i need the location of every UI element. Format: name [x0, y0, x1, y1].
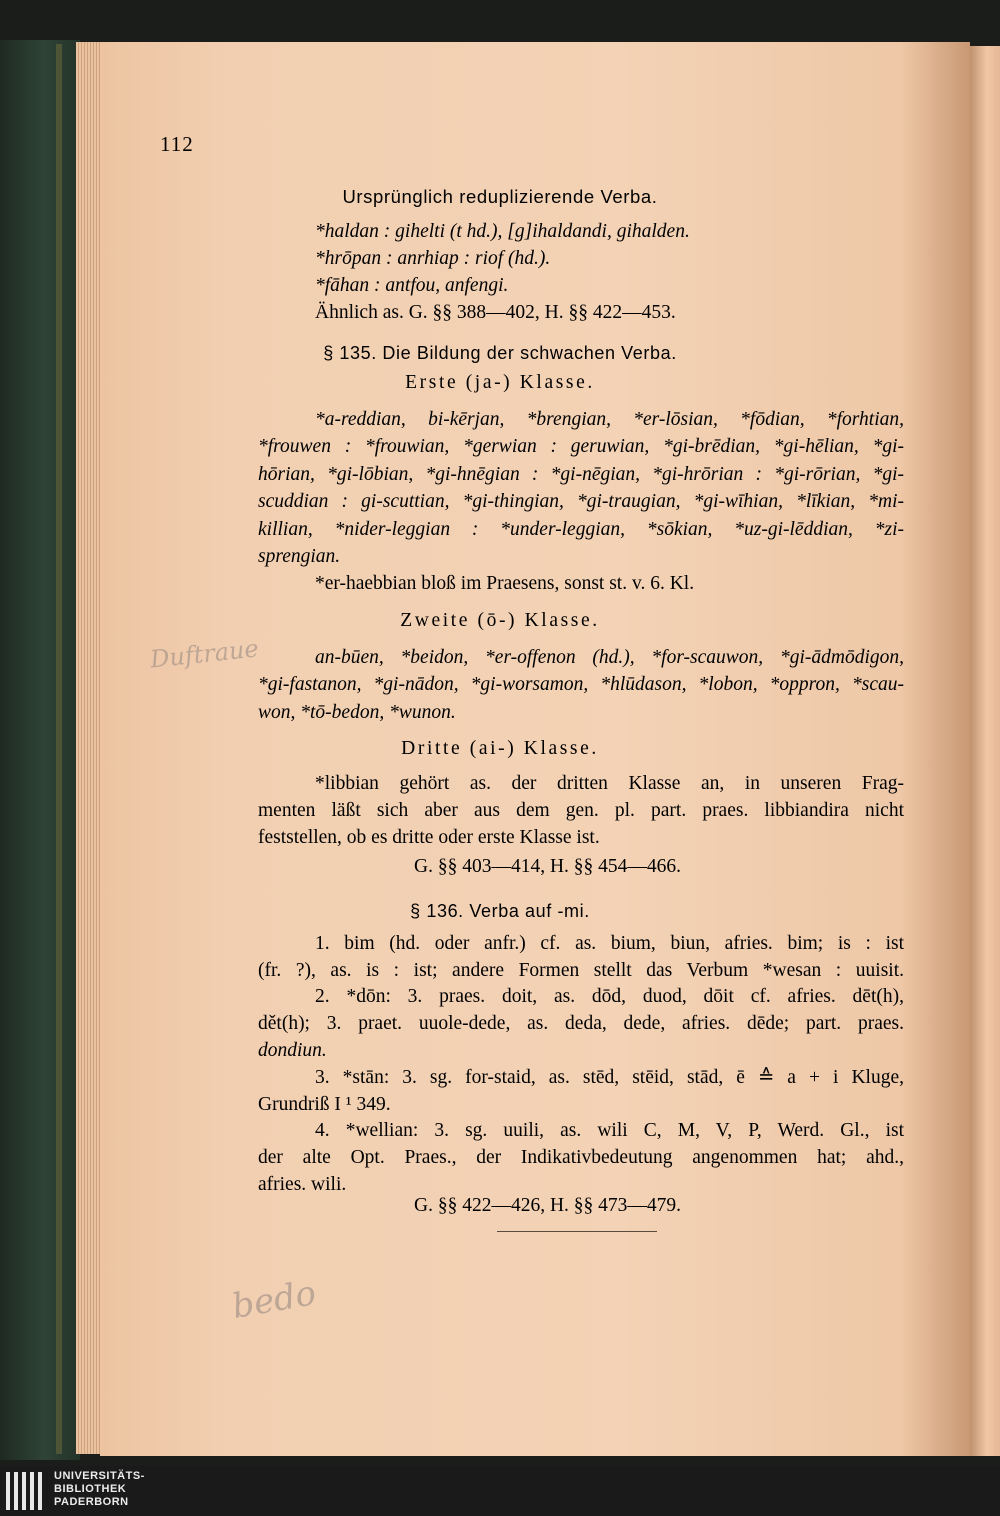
- final-reference: G. §§ 422—426, H. §§ 473—479.: [414, 1195, 682, 1216]
- klasse-1-line-4: scuddian : gi-scuttian, *gi-thingian, *gi-traugian, *gi-wīhian, *līkian, *mi-: [258, 491, 904, 512]
- mi-line-4: dět(h); 3. praet. uuole-dede, as. deda, dede, afries. dēde; part. praes.: [258, 1013, 904, 1034]
- mi-line-6: 3. *stān: 3. sg. for-staid, as. stēd, stēid, stād, ē ≙ a + i Kluge,: [315, 1067, 904, 1088]
- klasse-2-title: Zweite (ō-) Klasse.: [400, 610, 600, 631]
- mi-line-1: 1. bim (hd. oder anfr.) cf. as. bium, biun, afries. bim; is : ist: [315, 933, 904, 954]
- library-footer: [0, 1466, 1000, 1516]
- klasse-3-line-1: *libbian gehört as. der dritten Klasse an, in unseren Frag-: [315, 773, 904, 794]
- library-name-line-1: UNIVERSITÄTS-: [54, 1470, 145, 1482]
- library-name: [54, 1470, 145, 1509]
- mi-line-10: afries. wili.: [258, 1174, 347, 1195]
- mi-line-7: Grundriß I ¹ 349.: [258, 1094, 391, 1115]
- heading-reduplizierende: Ursprünglich reduplizierende Verba.: [342, 186, 658, 207]
- section-136-heading: § 136. Verba auf -mi.: [410, 901, 590, 921]
- redup-line-3: *fāhan : antfou, anfengi.: [315, 275, 509, 296]
- klasse-1-line-6: sprengian.: [258, 546, 341, 567]
- library-logo-icon: [6, 1472, 46, 1510]
- page-number: 112: [160, 132, 194, 156]
- library-name-line-3: PADERBORN: [54, 1496, 129, 1508]
- klasse-2-line-3: won, *tō-bedon, *wunon.: [258, 702, 456, 723]
- klasse-1-line-1: *a-reddian, bi-kērjan, *brengian, *er-lōsian, *fōdian, *forhtian,: [315, 409, 904, 430]
- klasse-2-line-2: *gi-fastanon, *gi-nādon, *gi-worsamon, *hlūdason, *lobon, *oppron, *scau-: [258, 674, 904, 695]
- mi-line-8: 4. *wellian: 3. sg. uuili, as. wili C, M, V, P, Werd. Gl., ist: [315, 1120, 904, 1141]
- klasse-1-extra: *er-haebbian bloß im Praesens, sonst st. v. 6. Kl.: [315, 573, 695, 594]
- klasse-1-line-5: killian, *nider-leggian : *under-leggian, *sōkian, *uz-gi-lēddian, *zi-: [258, 519, 904, 540]
- klasse-3-title: Dritte (ai-) Klasse.: [401, 738, 599, 759]
- mi-line-2: (fr. ?), as. is : ist; andere Formen stellt das Verbum *wesan : uuisit.: [258, 960, 904, 981]
- pencil-bottom-note: bedo: [229, 1272, 319, 1328]
- klasse-1-line-3: hōrian, *gi-lōbian, *gi-hnēgian : *gi-nēgian, *gi-hrōrian : *gi-rōrian, *gi-: [258, 464, 904, 485]
- redup-line-1: *haldan : gihelti (t hd.), [g]ihaldandi, gihalden.: [315, 221, 690, 242]
- redup-line-2: *hrōpan : anrhiap : riof (hd.).: [315, 248, 551, 269]
- mi-line-5: dondiun.: [258, 1040, 327, 1061]
- mi-line-9: der alte Opt. Praes., der Indikativbedeutung angenommen hat; ahd.,: [258, 1147, 904, 1168]
- section-135-heading: § 135. Die Bildung der schwachen Verba.: [323, 343, 677, 363]
- pencil-margin-note: Duftraue: [148, 634, 260, 674]
- klasse-1-title: Erste (ja-) Klasse.: [405, 372, 595, 393]
- library-name-line-2: BIBLIOTHEK: [54, 1483, 127, 1495]
- closing-rule: [497, 1231, 657, 1232]
- klasse-3-line-2: menten läßt sich aber aus dem gen. pl. part. praes. libbiandira nicht: [258, 800, 904, 821]
- klasse-3-reference: G. §§ 403—414, H. §§ 454—466.: [414, 856, 682, 877]
- klasse-2-line-1: an-būen, *beidon, *er-offenon (hd.), *for-scauwon, *gi-ādmōdigon,: [315, 647, 904, 668]
- redup-line-4: Ähnlich as. G. §§ 388—402, H. §§ 422—453.: [315, 302, 676, 323]
- klasse-1-line-2: *frouwen : *frouwian, *gerwian : geruwian, *gi-brēdian, *gi-hēlian, *gi-: [258, 436, 904, 457]
- mi-line-3: 2. *dōn: 3. praes. doit, as. dōd, duod, dōit cf. afries. dēt(h),: [315, 986, 904, 1007]
- klasse-3-line-3: feststellen, ob es dritte oder erste Klasse ist.: [258, 827, 600, 848]
